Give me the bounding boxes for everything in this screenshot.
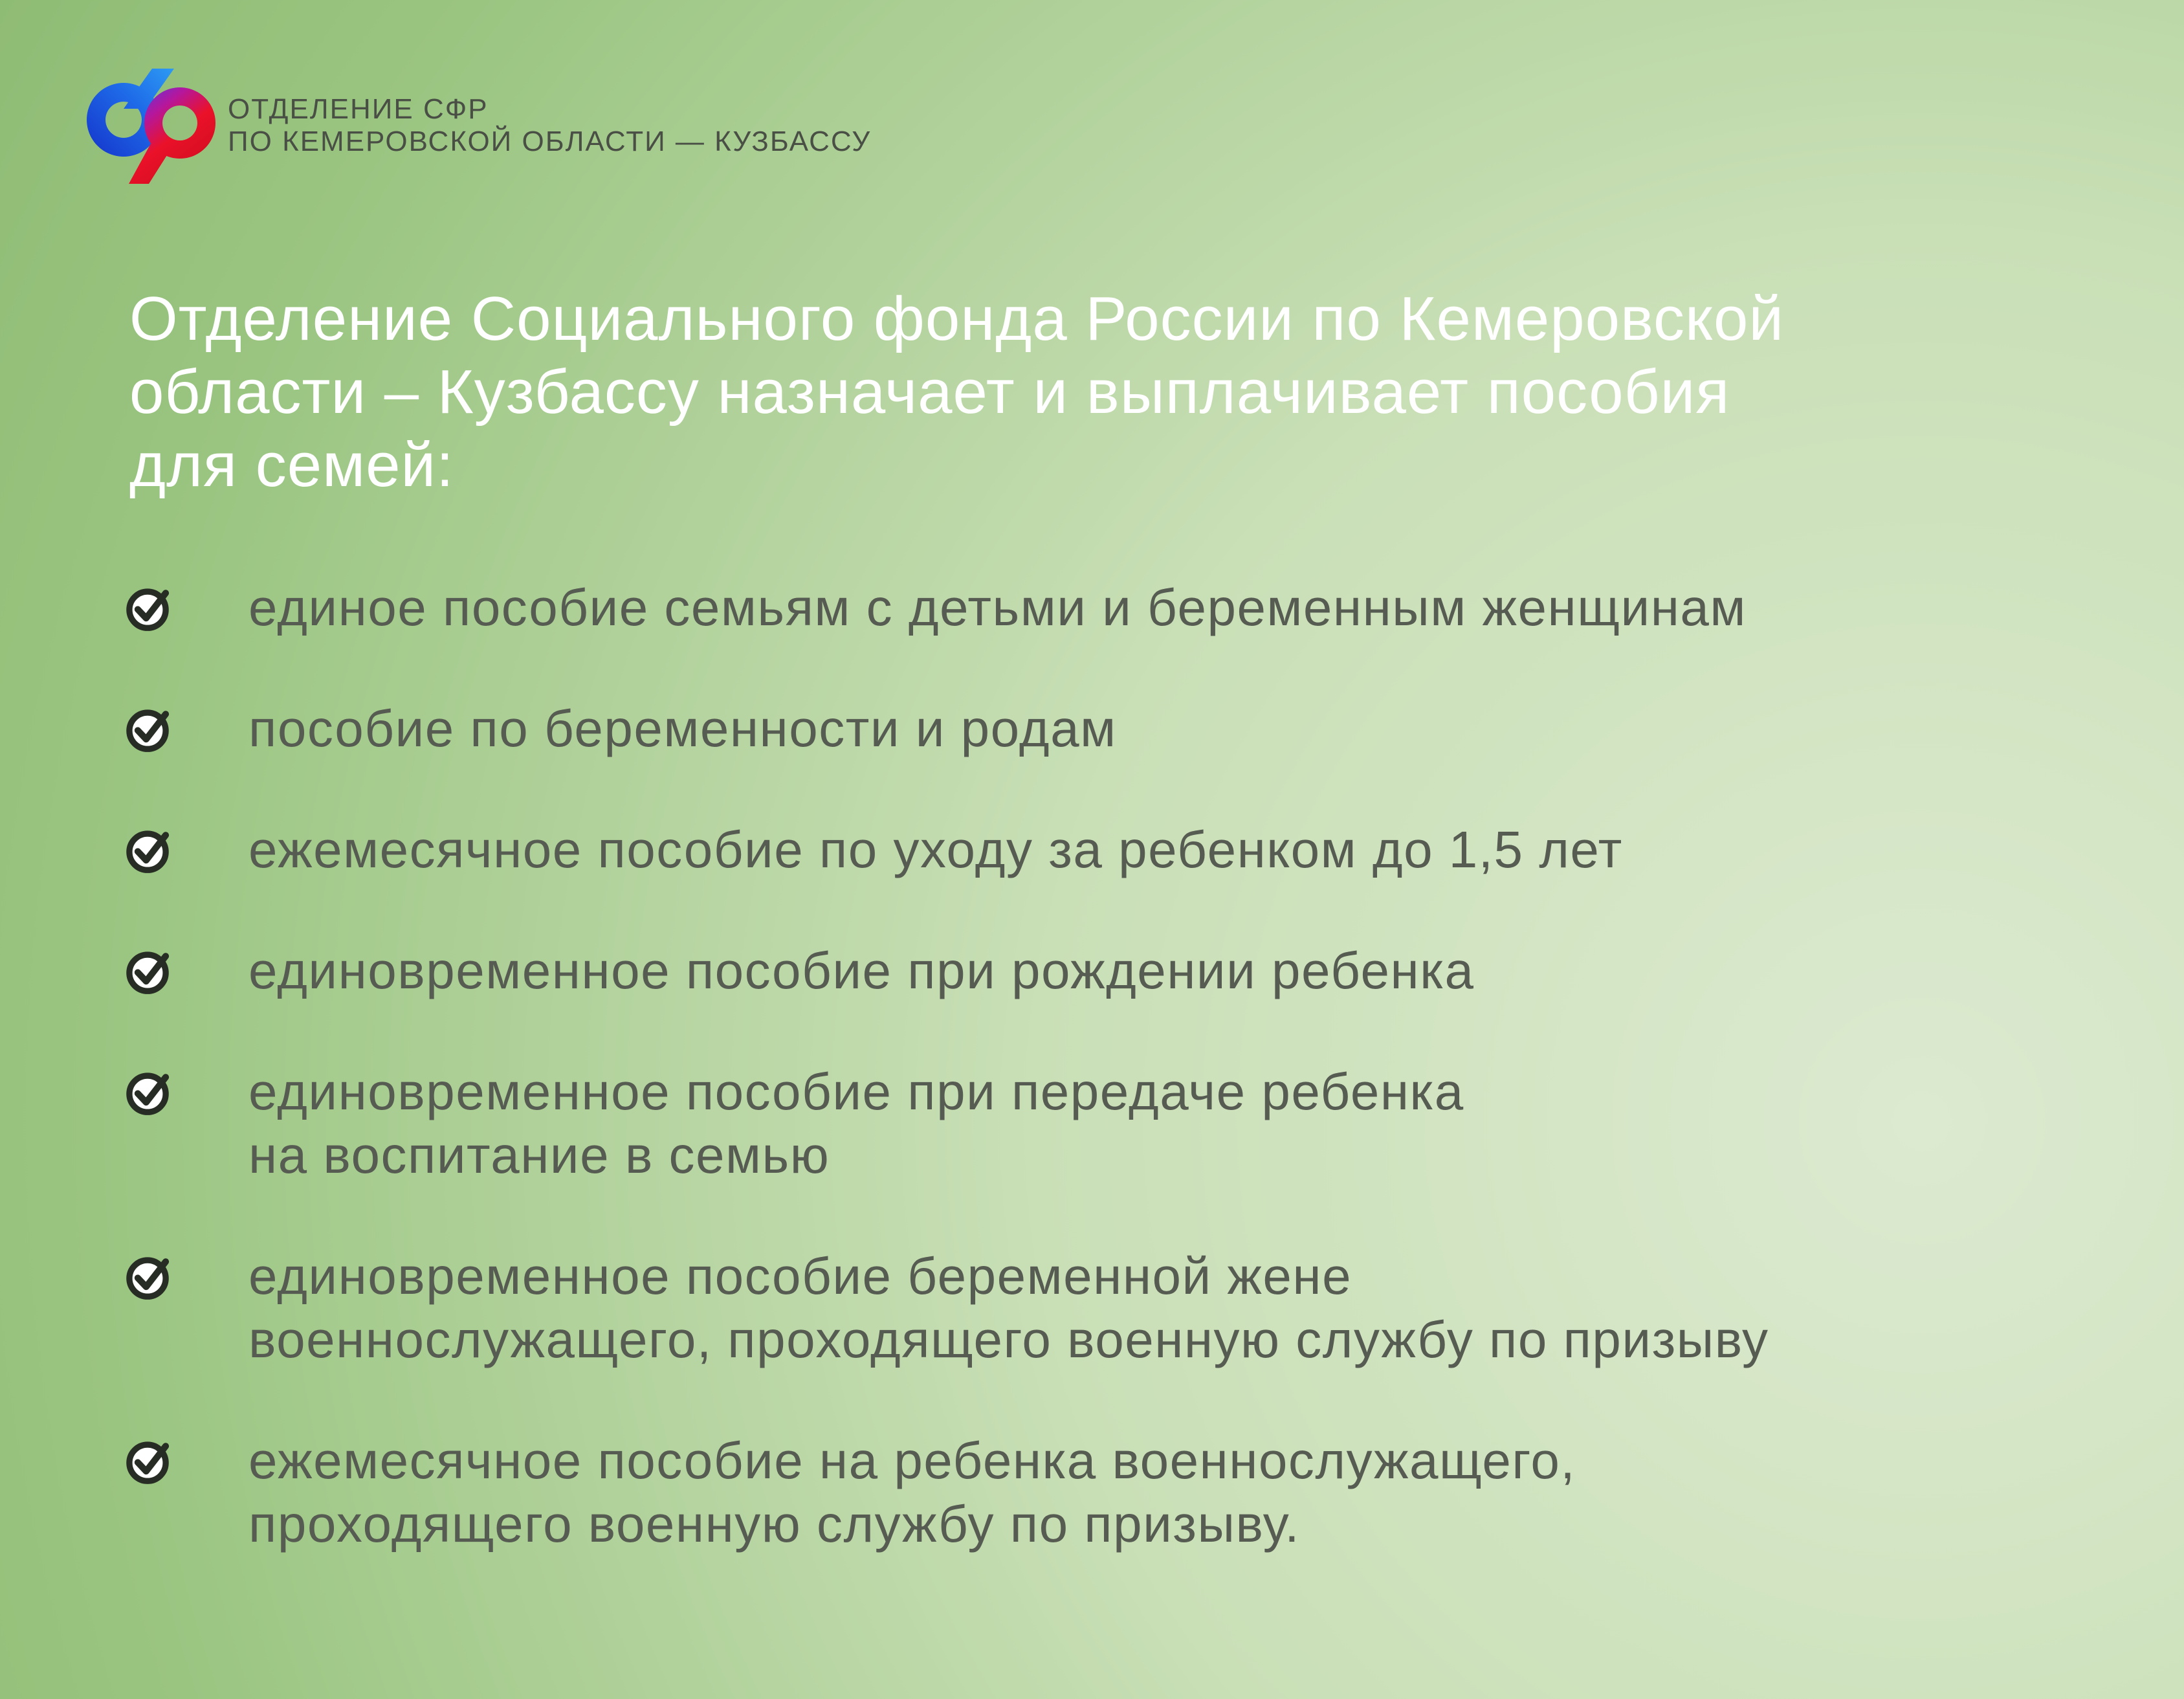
page-title: [129, 282, 2071, 502]
list-item: [124, 1429, 2106, 1556]
check-circle-icon: [124, 948, 171, 995]
list-item-text: единое пособие семьям с детьми и беременным женщинам: [248, 579, 1747, 636]
benefits-list: [124, 576, 2106, 1614]
logo-red-ring: [144, 87, 215, 159]
logo-caption-line2: ПО КЕМЕРОВСКОЙ ОБЛАСТИ — КУЗБАССУ: [228, 126, 872, 157]
check-circle-icon: [124, 1438, 171, 1485]
page-title-line1: Отделение Социального фонда России по Кемеровской: [129, 284, 1785, 353]
check-circle-icon: [124, 585, 171, 632]
list-item-text: пособие по беременности и родам: [248, 700, 1117, 757]
list-item: [124, 1060, 2106, 1187]
list-item: [124, 1245, 2106, 1371]
list-item: [124, 818, 2106, 882]
list-item-text: единовременное пособие беременной жене военнослужащего, проходящего военную службу по призыву: [248, 1247, 1769, 1368]
list-item-text: единовременное пособие при передаче ребенка на воспитание в семью: [248, 1063, 1464, 1184]
page-title-line3: для семей:: [129, 430, 454, 500]
check-circle-icon: [124, 827, 171, 874]
check-circle-icon: [124, 706, 171, 753]
list-item-text: ежемесячное пособие на ребенка военнослужащего, проходящего военную службу по призыву.: [248, 1432, 1576, 1553]
logo-caption-line1: ОТДЕЛЕНИЕ СФР: [228, 93, 489, 125]
logo-caption: [228, 93, 871, 158]
list-item-text: единовременное пособие при рождении ребенка: [248, 942, 1475, 999]
page-title-line2: области – Кузбассу назначает и выплачивает пособия: [129, 357, 1730, 427]
list-item: [124, 939, 2106, 1003]
sfr-logo: [86, 67, 215, 184]
check-circle-icon: [124, 1254, 171, 1300]
list-item: [124, 697, 2106, 761]
check-circle-icon: [124, 1069, 171, 1116]
list-item: [124, 576, 2106, 639]
list-item-text: ежемесячное пособие по уходу за ребенком до 1,5 лет: [248, 821, 1623, 878]
